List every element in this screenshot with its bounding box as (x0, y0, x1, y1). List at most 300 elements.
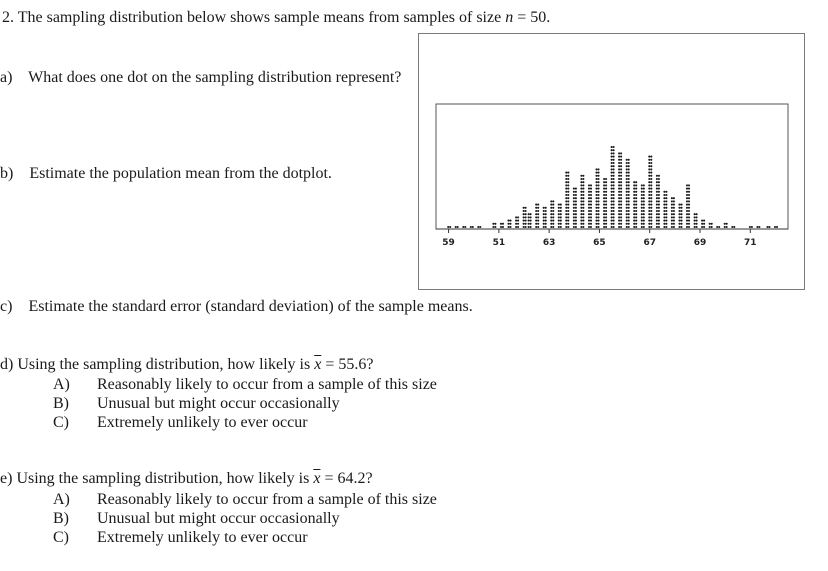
dot (648, 191, 650, 193)
dot (641, 207, 643, 209)
dot (603, 188, 605, 190)
dot (597, 200, 599, 202)
dot (671, 216, 673, 218)
dot (618, 191, 620, 193)
dot (611, 220, 613, 222)
dot (580, 184, 582, 186)
dot (580, 220, 582, 222)
dot (618, 156, 620, 158)
dot (620, 162, 622, 164)
dot (611, 223, 613, 225)
dot (597, 175, 599, 177)
dot (509, 223, 511, 225)
dot (618, 168, 620, 170)
dot (573, 207, 575, 209)
dot (650, 191, 652, 193)
part-a-text: What does one dot on the sampling distribution represent? (28, 69, 402, 86)
dot (673, 207, 675, 209)
part-e (0, 469, 373, 488)
dot (500, 223, 502, 225)
dot (641, 220, 643, 222)
dot (703, 223, 705, 225)
dot (648, 181, 650, 183)
x-tick-label: 67 (643, 238, 656, 248)
dot (696, 226, 698, 228)
dot (573, 200, 575, 202)
dot (648, 207, 650, 209)
dot (628, 162, 630, 164)
dot (605, 194, 607, 196)
dot (515, 223, 517, 225)
dot (724, 223, 726, 225)
dot (650, 156, 652, 158)
dot (633, 184, 635, 186)
dot (567, 210, 569, 212)
dot (575, 197, 577, 199)
dot (650, 168, 652, 170)
dot (671, 210, 673, 212)
dot (517, 226, 519, 228)
dot (558, 216, 560, 218)
dot (635, 188, 637, 190)
dot (611, 184, 613, 186)
dot (613, 178, 615, 180)
dot (595, 175, 597, 177)
dot (650, 204, 652, 206)
part-b-text: Estimate the population mean from the dotplot. (29, 165, 332, 182)
dot (633, 194, 635, 196)
dot (550, 220, 552, 222)
dot (635, 213, 637, 215)
dot (709, 226, 711, 228)
dot (665, 204, 667, 206)
dot (766, 226, 768, 228)
dot (588, 216, 590, 218)
dot (711, 226, 713, 228)
dot (611, 204, 613, 206)
dot (597, 197, 599, 199)
dot (665, 194, 667, 196)
dot (582, 200, 584, 202)
dot (648, 216, 650, 218)
dot (565, 197, 567, 199)
dot (611, 226, 613, 228)
dot (582, 226, 584, 228)
dot (620, 210, 622, 212)
dot (656, 188, 658, 190)
dot (595, 204, 597, 206)
dot (517, 223, 519, 225)
dot (650, 172, 652, 174)
dot (626, 168, 628, 170)
dot (565, 188, 567, 190)
dot (470, 226, 472, 228)
dot (580, 200, 582, 202)
dot (635, 210, 637, 212)
dot (665, 220, 667, 222)
dot (758, 226, 760, 228)
dot (650, 207, 652, 209)
dot (573, 220, 575, 222)
dot (611, 178, 613, 180)
dot (590, 204, 592, 206)
dot (492, 223, 494, 225)
dot (620, 168, 622, 170)
dot (603, 200, 605, 202)
dot (774, 226, 776, 228)
dot (643, 197, 645, 199)
dot (580, 207, 582, 209)
dot (626, 175, 628, 177)
dot (530, 213, 532, 215)
dot (613, 213, 615, 215)
dot (656, 204, 658, 206)
dot (686, 197, 688, 199)
dot (618, 210, 620, 212)
dot (633, 191, 635, 193)
dot (656, 191, 658, 193)
dot (648, 197, 650, 199)
dot (447, 226, 449, 228)
dot (663, 223, 665, 225)
dot (648, 159, 650, 161)
dot (455, 226, 457, 228)
dot (635, 194, 637, 196)
dot (565, 213, 567, 215)
x-tick-label: 65 (593, 238, 606, 248)
dot (628, 197, 630, 199)
dot (552, 207, 554, 209)
dot (686, 220, 688, 222)
dot (605, 220, 607, 222)
dot (626, 226, 628, 228)
dot (656, 207, 658, 209)
part-c-text: Estimate the standard error (standard deviation) of the sample means. (28, 298, 473, 315)
dot (603, 216, 605, 218)
dot (537, 216, 539, 218)
dot (613, 223, 615, 225)
dot (573, 213, 575, 215)
dot (641, 226, 643, 228)
dot (611, 175, 613, 177)
dot (595, 197, 597, 199)
dot (626, 159, 628, 161)
dot (643, 216, 645, 218)
dot (580, 210, 582, 212)
dot (673, 210, 675, 212)
dot (560, 213, 562, 215)
dot (605, 184, 607, 186)
dot (628, 188, 630, 190)
dot (597, 210, 599, 212)
dot (641, 200, 643, 202)
dot (671, 220, 673, 222)
dot (545, 220, 547, 222)
option-text: Extremely unlikely to ever occur (97, 414, 308, 431)
dot (648, 220, 650, 222)
dot (648, 178, 650, 180)
dot (626, 184, 628, 186)
dot (550, 204, 552, 206)
dot (528, 226, 530, 228)
dot (507, 226, 509, 228)
dot (633, 181, 635, 183)
dot (595, 184, 597, 186)
dot (648, 210, 650, 212)
dot (567, 213, 569, 215)
dot (650, 216, 652, 218)
dot (611, 146, 613, 148)
dot (552, 220, 554, 222)
dot (603, 207, 605, 209)
dot (658, 226, 660, 228)
dot (567, 200, 569, 202)
dot (618, 152, 620, 154)
dot (656, 213, 658, 215)
dot (724, 226, 726, 228)
part-b-label: b) (0, 165, 14, 182)
option-letter: C) (53, 414, 69, 431)
dot (552, 226, 554, 228)
dot (537, 210, 539, 212)
dot (635, 197, 637, 199)
dot (658, 210, 660, 212)
dot (550, 216, 552, 218)
dot (567, 175, 569, 177)
dot (560, 204, 562, 206)
part-e-option-c (53, 528, 308, 547)
dot (595, 216, 597, 218)
dot (595, 178, 597, 180)
dot (580, 175, 582, 177)
dot (613, 149, 615, 151)
dot (673, 223, 675, 225)
dot (656, 223, 658, 225)
dot (656, 197, 658, 199)
dot (597, 213, 599, 215)
dot (523, 213, 525, 215)
dot (628, 168, 630, 170)
dot (500, 226, 502, 228)
dot (643, 223, 645, 225)
dot (597, 188, 599, 190)
dot (656, 220, 658, 222)
dot (590, 213, 592, 215)
dot (550, 223, 552, 225)
dot (565, 226, 567, 228)
dot (560, 207, 562, 209)
dot (595, 188, 597, 190)
dot (633, 204, 635, 206)
dot (613, 191, 615, 193)
dot (663, 210, 665, 212)
dot (688, 204, 690, 206)
part-d-option-b (53, 394, 340, 413)
dot (507, 223, 509, 225)
dot (573, 191, 575, 193)
dot (558, 220, 560, 222)
dot (643, 207, 645, 209)
dot (613, 226, 615, 228)
dot (567, 172, 569, 174)
dot (603, 210, 605, 212)
dot (613, 152, 615, 154)
dot (530, 223, 532, 225)
dot (633, 210, 635, 212)
dot (658, 184, 660, 186)
dot (573, 194, 575, 196)
dot (573, 188, 575, 190)
part-d-xbar: $\overline{x}$ (314, 356, 322, 373)
dot (595, 226, 597, 228)
dot (560, 220, 562, 222)
dot (620, 200, 622, 202)
dot (528, 213, 530, 215)
dot (618, 175, 620, 177)
dot (597, 168, 599, 170)
option-text: Unusual but might occur occasionally (97, 395, 340, 412)
dot (613, 162, 615, 164)
dot (580, 213, 582, 215)
dot (613, 172, 615, 174)
dot (633, 216, 635, 218)
dot (611, 168, 613, 170)
dot (575, 191, 577, 193)
dot (673, 226, 675, 228)
dot (613, 184, 615, 186)
dot (628, 191, 630, 193)
question-stem (2, 8, 550, 27)
dot (545, 213, 547, 215)
dot (575, 226, 577, 228)
dot (635, 191, 637, 193)
dot (694, 223, 696, 225)
dot (611, 165, 613, 167)
dot (560, 216, 562, 218)
dot (665, 213, 667, 215)
dot (618, 204, 620, 206)
dot (688, 200, 690, 202)
dot (673, 197, 675, 199)
dot (628, 184, 630, 186)
dot (613, 216, 615, 218)
dot (550, 210, 552, 212)
dot (530, 226, 532, 228)
x-tick-label: 59 (442, 238, 455, 248)
tick-layer (442, 229, 756, 248)
dot (582, 178, 584, 180)
dot (537, 213, 539, 215)
dot (590, 226, 592, 228)
dot (733, 226, 735, 228)
dot (580, 197, 582, 199)
dot (515, 220, 517, 222)
dot (537, 226, 539, 228)
dot (575, 213, 577, 215)
dot (573, 204, 575, 206)
dot (613, 220, 615, 222)
dot (658, 178, 660, 180)
dot (658, 223, 660, 225)
dot (550, 200, 552, 202)
dot (663, 194, 665, 196)
dot (582, 181, 584, 183)
dot (626, 165, 628, 167)
dot (560, 210, 562, 212)
dot (658, 213, 660, 215)
dot (603, 223, 605, 225)
part-a-label: a) (0, 69, 13, 86)
dot (701, 223, 703, 225)
dot (595, 172, 597, 174)
dot (611, 216, 613, 218)
dot (537, 207, 539, 209)
dot (597, 172, 599, 174)
dot (523, 207, 525, 209)
dot (656, 178, 658, 180)
dot (620, 175, 622, 177)
dot (605, 204, 607, 206)
dot (618, 162, 620, 164)
dot (663, 220, 665, 222)
dot (663, 191, 665, 193)
dot (665, 210, 667, 212)
dot (560, 226, 562, 228)
dot (650, 159, 652, 161)
dot (449, 226, 451, 228)
dot (650, 223, 652, 225)
dot (565, 178, 567, 180)
dot (680, 216, 682, 218)
part-e-label: e) (0, 470, 13, 487)
dot (588, 184, 590, 186)
dot (567, 220, 569, 222)
dot (663, 207, 665, 209)
dot (603, 226, 605, 228)
dot (492, 226, 494, 228)
dot (588, 188, 590, 190)
dot (628, 216, 630, 218)
dot (716, 226, 718, 228)
dot (580, 191, 582, 193)
dot (575, 216, 577, 218)
dot (597, 178, 599, 180)
dot (688, 184, 690, 186)
dot (635, 216, 637, 218)
dot (626, 213, 628, 215)
dot (552, 213, 554, 215)
dot (648, 226, 650, 228)
dot (658, 200, 660, 202)
part-d-label: d) (0, 356, 14, 373)
dot (567, 181, 569, 183)
dot (565, 220, 567, 222)
dot (648, 223, 650, 225)
dot (479, 226, 481, 228)
dot (588, 213, 590, 215)
dot (656, 194, 658, 196)
part-e-value: = 64.2? (324, 470, 373, 487)
dot (648, 168, 650, 170)
dot (535, 216, 537, 218)
dot (678, 207, 680, 209)
dot (618, 178, 620, 180)
dot (575, 207, 577, 209)
dot (613, 204, 615, 206)
dot (688, 197, 690, 199)
dot (648, 188, 650, 190)
dot (658, 207, 660, 209)
